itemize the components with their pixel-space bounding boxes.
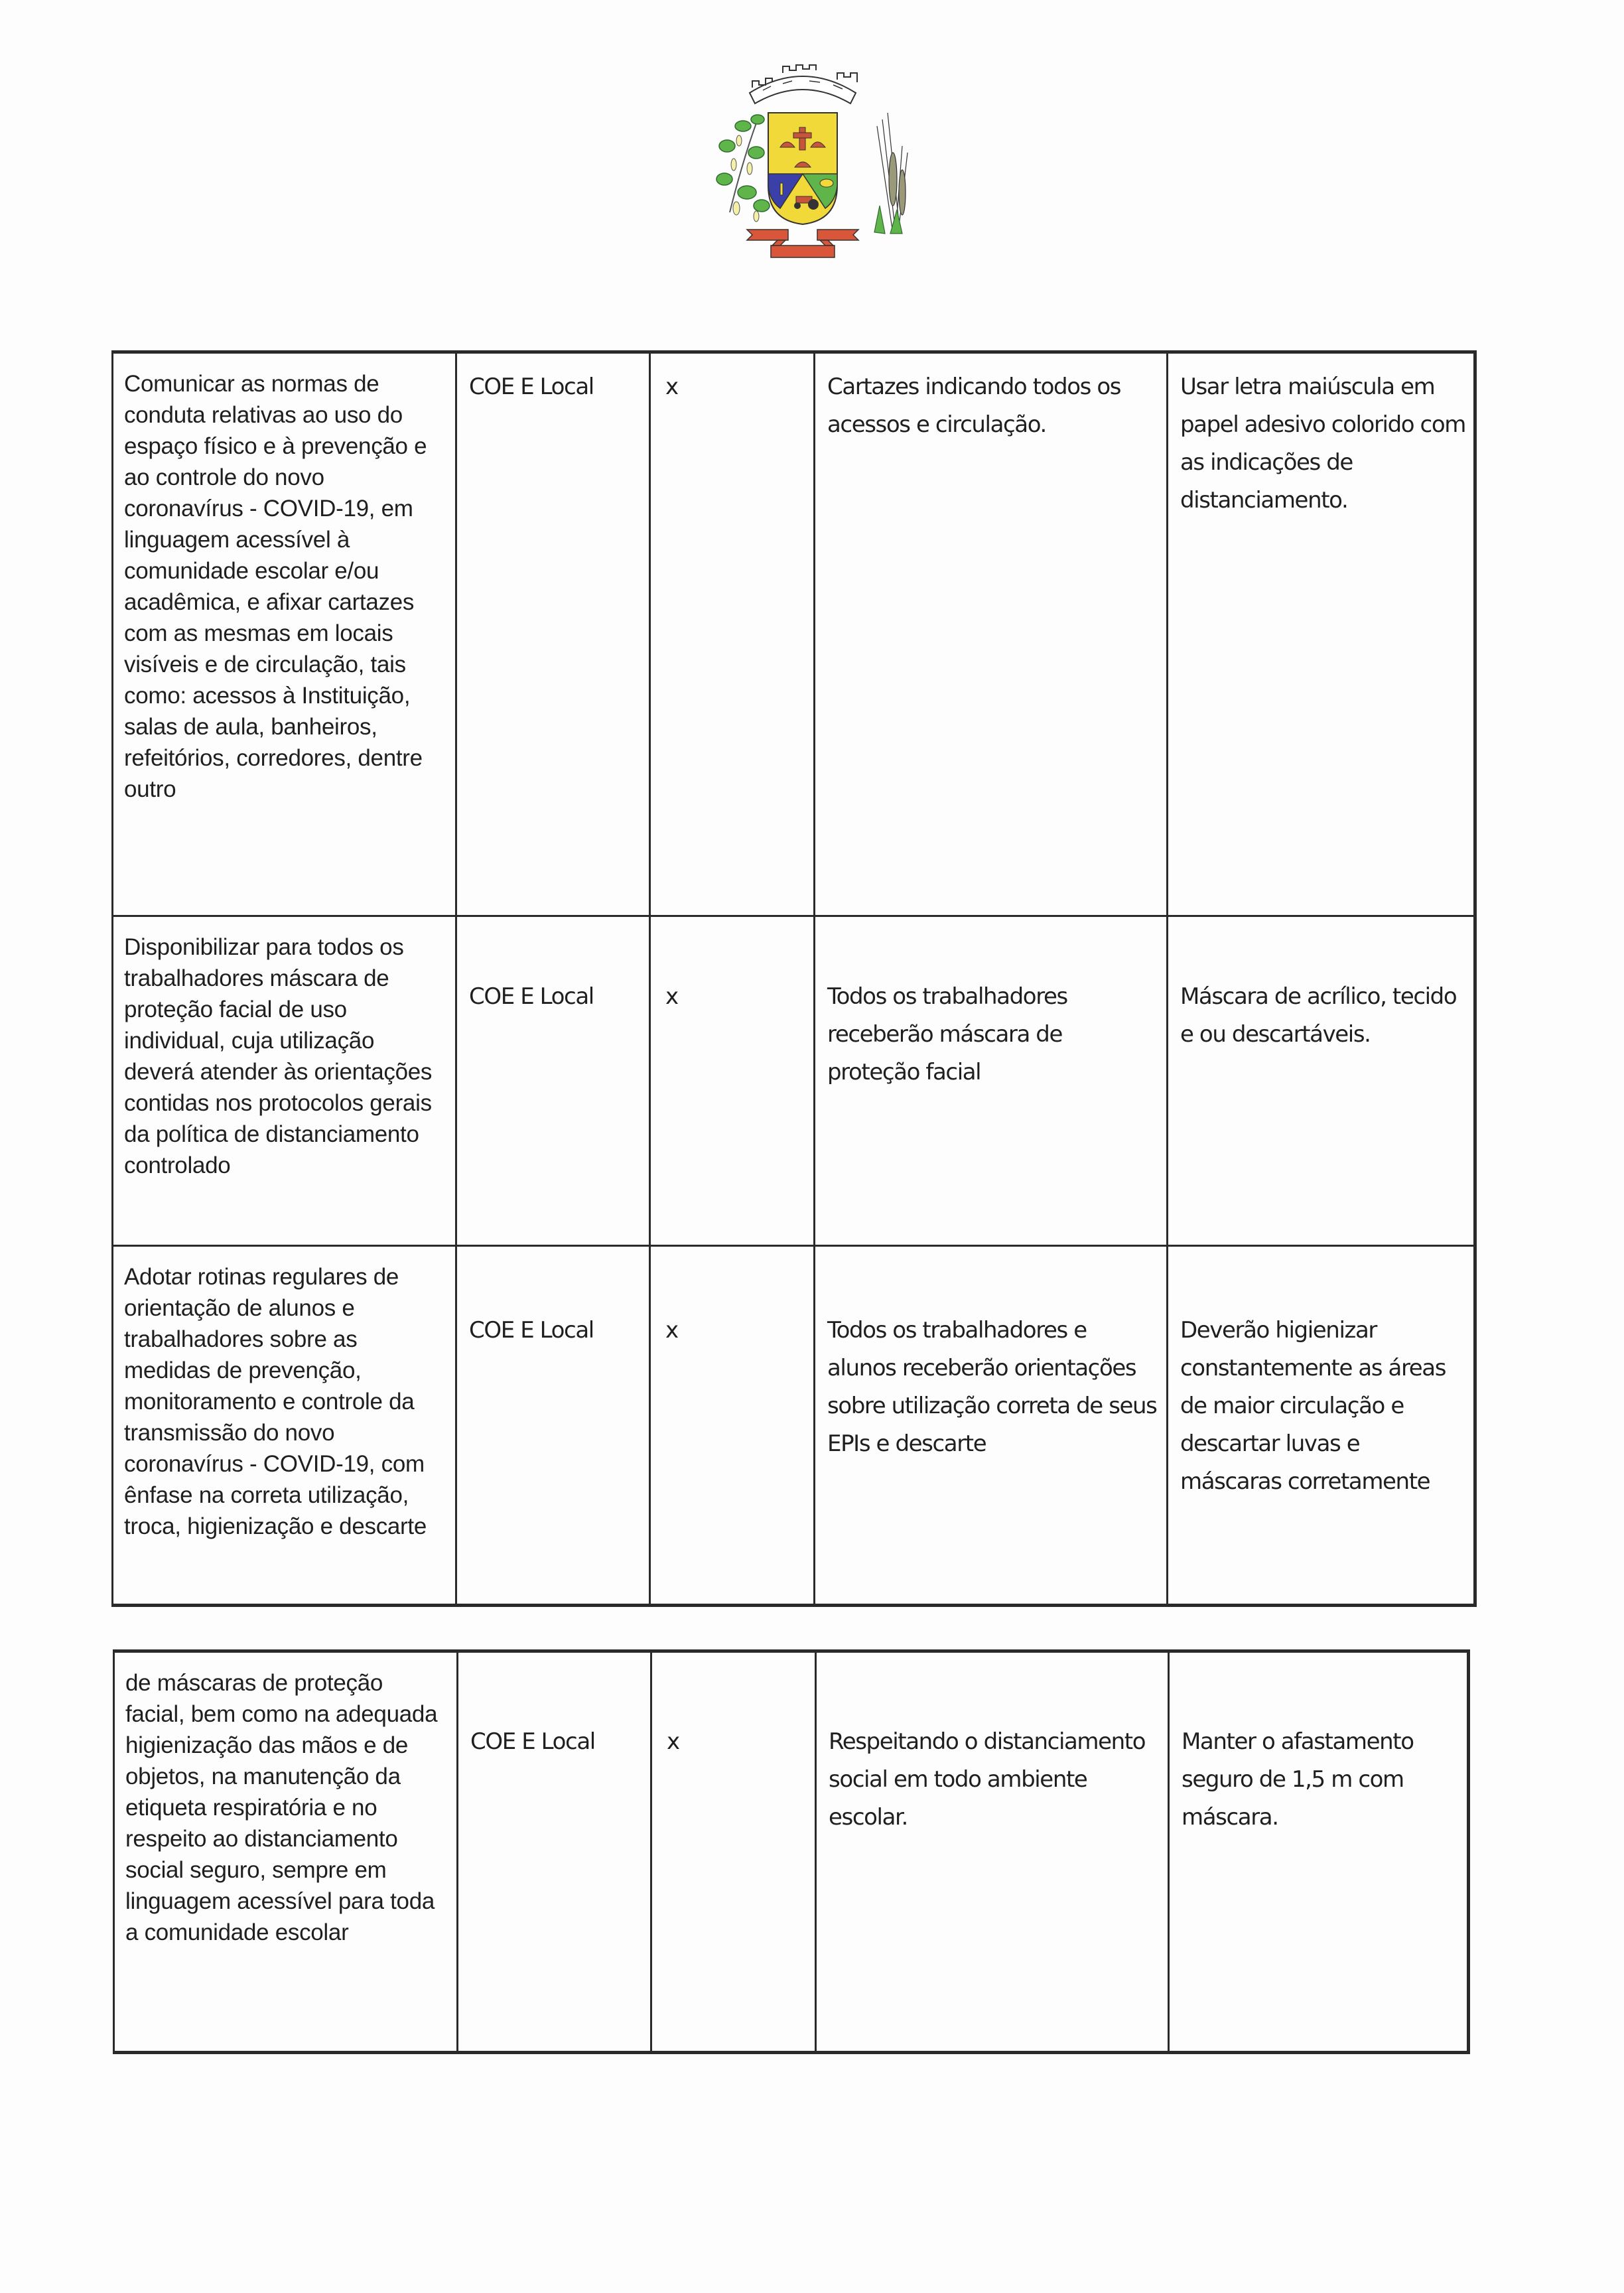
coat-of-arms-icon: [683, 46, 922, 259]
responsible-text: COE E Local: [469, 374, 594, 400]
ribbon-icon: [747, 230, 858, 257]
action-cell: [114, 1651, 458, 2053]
responsible-text: COE E Local: [469, 1317, 594, 1344]
mark-text: x: [665, 983, 678, 1010]
table-row: [113, 352, 1475, 916]
mark-cell: [650, 916, 815, 1246]
observation-text: Máscara de acrílico, tecido e ou descartáveis.: [1180, 983, 1457, 1048]
measures-table: [111, 350, 1477, 1607]
mark-cell: [650, 352, 815, 916]
mark-text: x: [665, 374, 678, 400]
description-cell: [815, 1246, 1168, 1606]
observation-cell: [1168, 352, 1475, 916]
mark-text: x: [665, 1317, 678, 1344]
description-cell: [815, 916, 1168, 1246]
shield-icon: [768, 113, 837, 224]
description-text: Todos os trabalhadores receberão máscara de proteção facial: [827, 983, 1067, 1085]
responsible-text: COE E Local: [469, 983, 594, 1010]
responsible-cell: [456, 916, 650, 1246]
mural-crown-icon: [750, 65, 857, 104]
wheat-icon: [874, 113, 908, 234]
description-text: Respeitando o distanciamento social em todo ambiente escolar.: [829, 1728, 1146, 1831]
description-text: Cartazes indicando todos os acessos e circulação.: [827, 374, 1121, 438]
table-row: [114, 1651, 1469, 2053]
table-row: [113, 916, 1475, 1246]
observation-cell: [1168, 916, 1475, 1246]
action-cell: [113, 916, 456, 1246]
mark-text: x: [667, 1728, 679, 1755]
description-text: Todos os trabalhadores e alunos receberão orientações sobre utilização correta de seus EPIs e descarte: [827, 1317, 1157, 1457]
action-text: de máscaras de proteção facial, bem como na adequada higienização das mãos e de objetos, na manutenção da etiqueta respiratória e no respeito ao distanciamento social seguro, sempre em linguagem acessível para toda a comunidade escolar: [125, 1670, 438, 1945]
mark-cell: [651, 1651, 816, 2053]
table-row: [113, 1246, 1475, 1606]
responsible-cell: [456, 352, 650, 916]
mark-cell: [650, 1246, 815, 1606]
action-cell: [113, 352, 456, 916]
observation-cell: [1168, 1246, 1475, 1606]
responsible-text: COE E Local: [470, 1728, 595, 1755]
vine-branch-icon: [716, 115, 770, 222]
responsible-cell: [456, 1246, 650, 1606]
responsible-cell: [458, 1651, 651, 2053]
action-text: Adotar rotinas regulares de orientação de alunos e trabalhadores sobre as medidas de prevenção, monitoramento e controle da transmissão do novo coronavírus - COVID-19, com ênfase na correta utilização, troca, higienização e descarte: [124, 1264, 427, 1539]
observation-cell: [1169, 1651, 1469, 2053]
action-text: Comunicar as normas de conduta relativas ao uso do espaço físico e à prevenção e ao controle do novo coronavírus - COVID-19, em linguagem acessível à comunidade escolar e/ou acadêmica, e afixar cartazes com as mesmas em locais visíveis e de circulação, tais como: acessos à Instituição, salas de aula, banheiros, refeitórios, corredores, dentre outro: [124, 371, 427, 802]
observation-text: Usar letra maiúscula em papel adesivo colorido com as indicações de distanciamento.: [1180, 374, 1465, 514]
description-cell: [815, 352, 1168, 916]
observation-text: Deverão higienizar constantemente as áreas de maior circulação e descartar luvas e máscaras corretamente: [1180, 1317, 1446, 1495]
measures-table-continued: [113, 1649, 1470, 2054]
observation-text: Manter o afastamento seguro de 1,5 m com máscara.: [1182, 1728, 1414, 1831]
description-cell: [816, 1651, 1169, 2053]
action-cell: [113, 1246, 456, 1606]
action-text: Disponibilizar para todos os trabalhadores máscara de proteção facial de uso individual, cuja utilização deverá atender às orientações contidas nos protocolos gerais da política de distanciamento controlado: [124, 934, 433, 1178]
